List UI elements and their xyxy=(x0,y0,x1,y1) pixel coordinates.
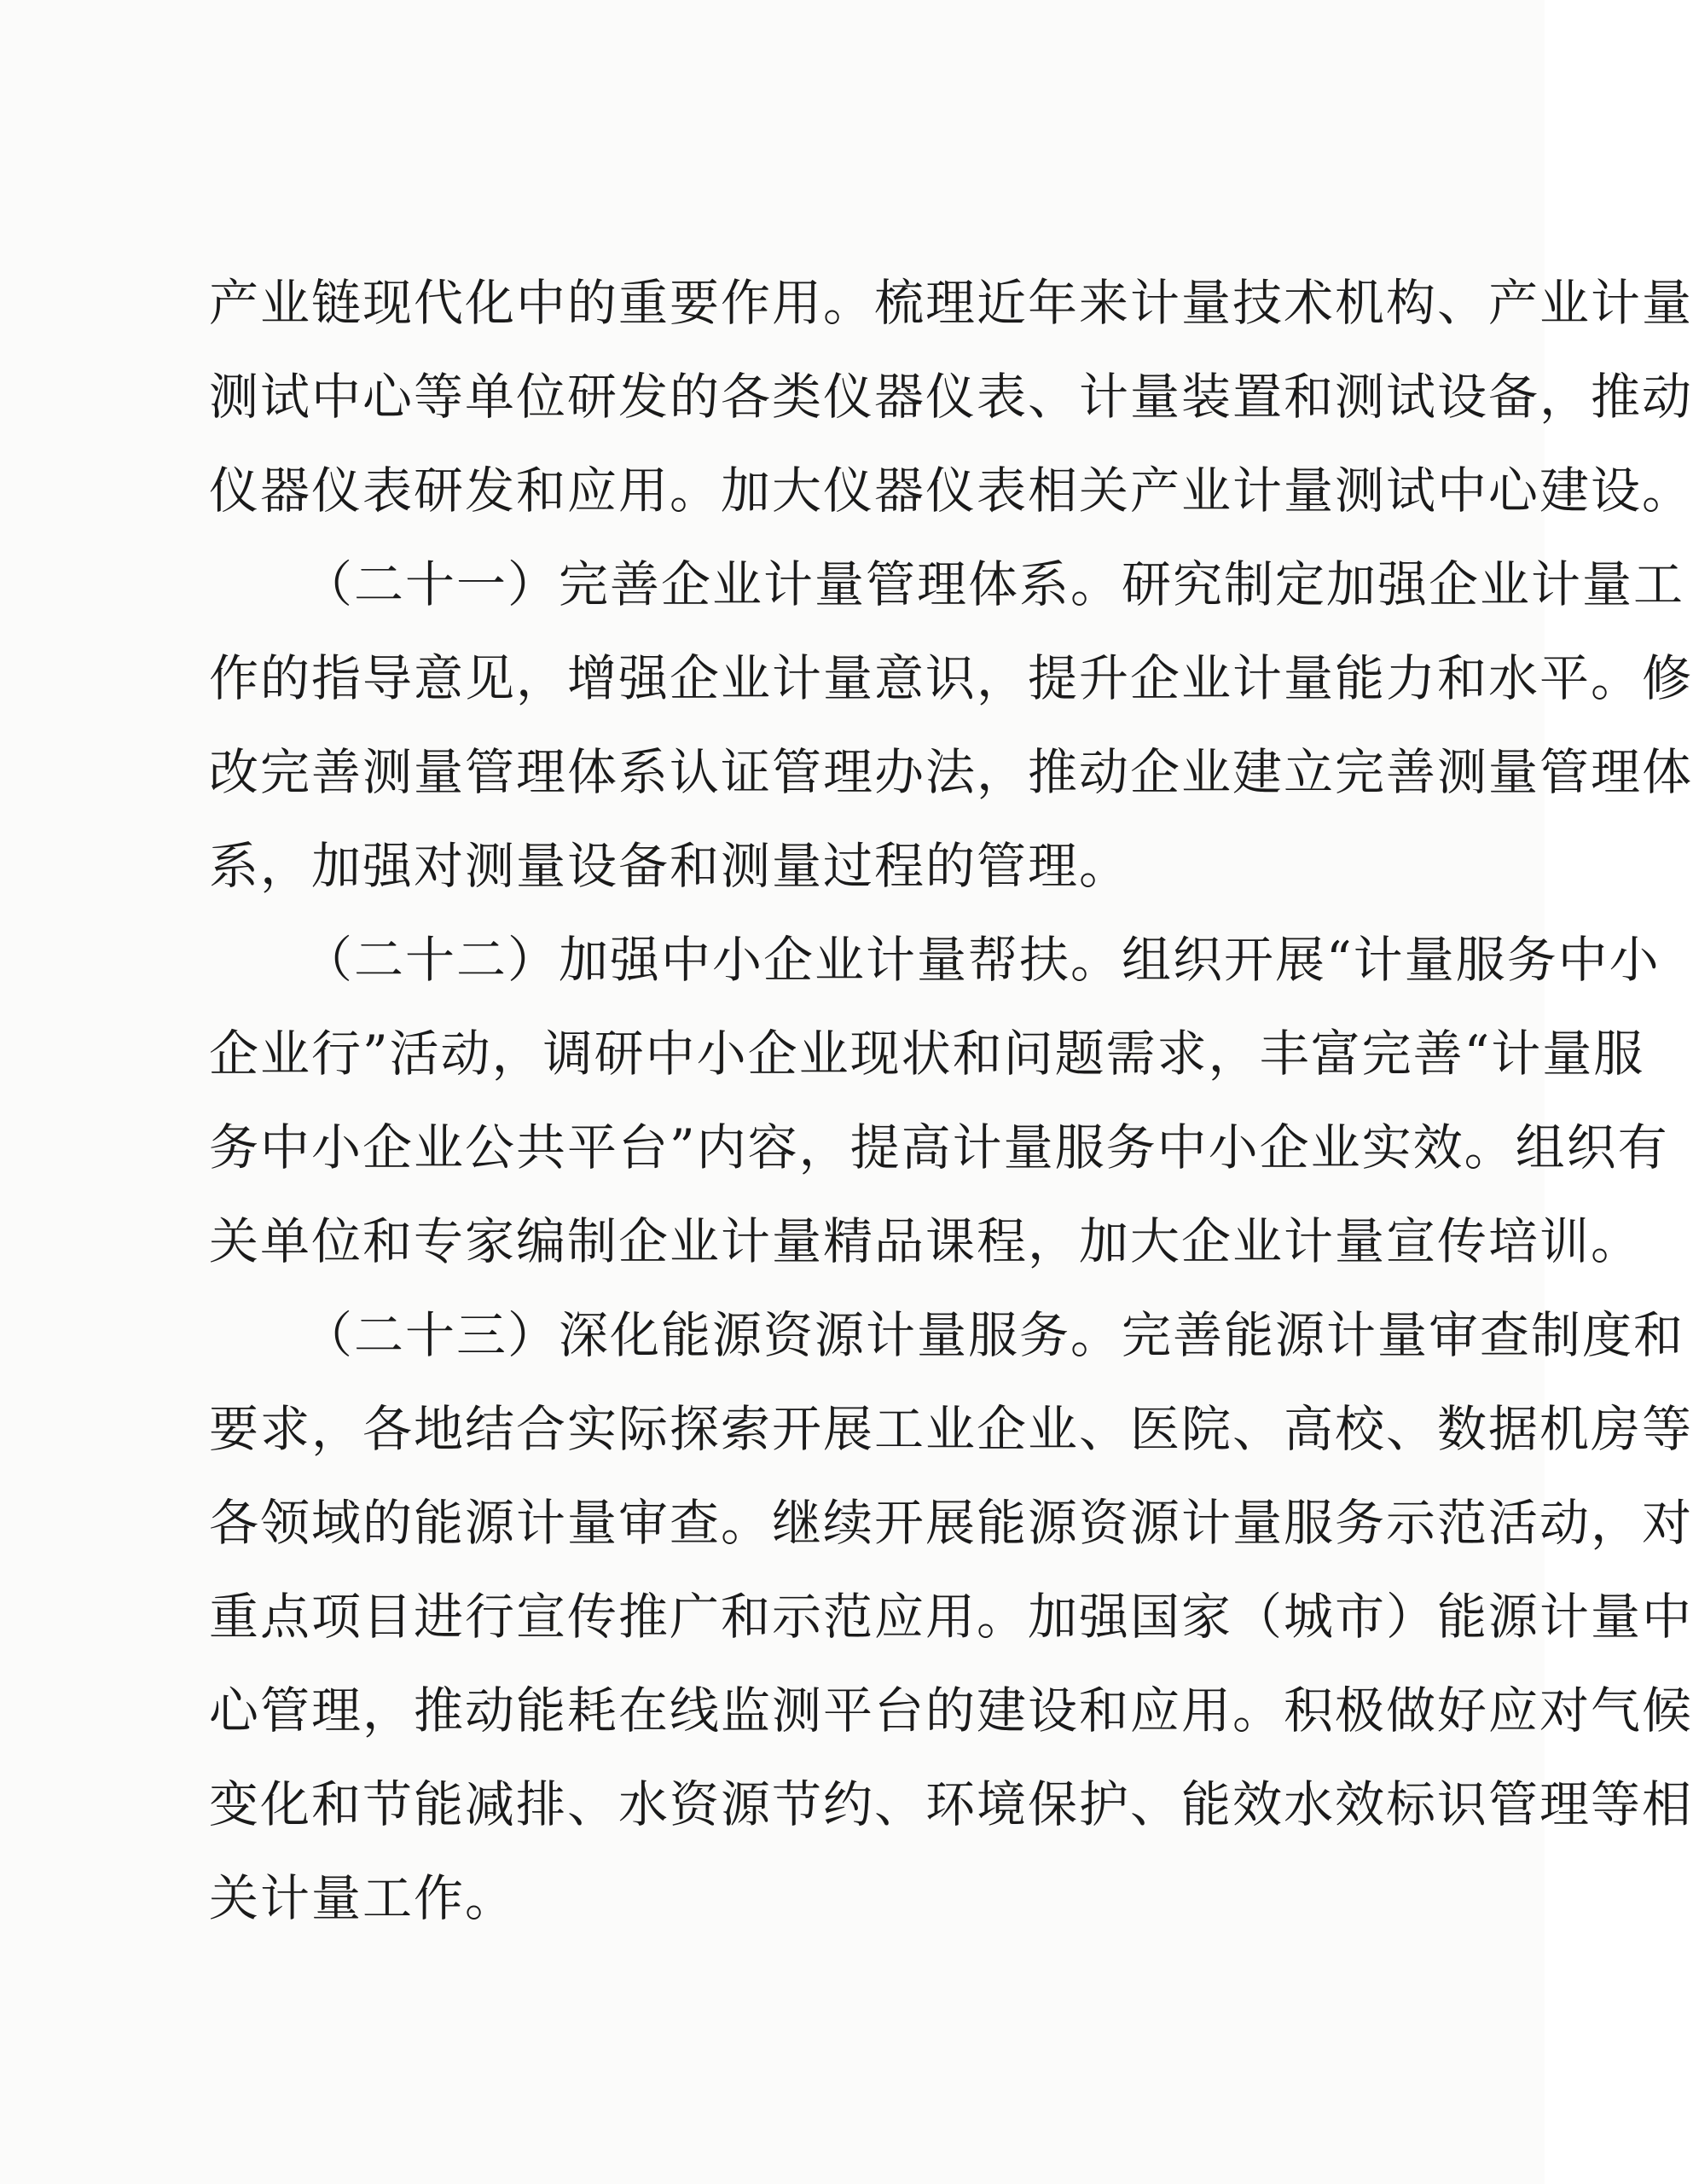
text-line: 系，加强对测量设备和测量过程的管理。 xyxy=(209,837,1131,895)
paragraph-heading-line: （二十一）完善企业计量管理体系。研究制定加强企业计量工 xyxy=(303,555,1685,613)
text-line: 测试中心等单位研发的各类仪器仪表、计量装置和测试设备，推动 xyxy=(209,368,1693,426)
text-line: 关计量工作。 xyxy=(209,1869,517,1927)
text-line: 作的指导意见，增强企业计量意识，提升企业计量能力和水平。修 xyxy=(209,649,1693,707)
text-line: 变化和节能减排、水资源节约、环境保护、能效水效标识管理等相 xyxy=(209,1775,1693,1833)
text-line: 务中小企业公共平台”内容，提高计量服务中小企业实效。组织有 xyxy=(209,1118,1669,1176)
text-line: 要求，各地结合实际探索开展工业企业、医院、高校、数据机房等 xyxy=(209,1400,1693,1458)
paragraph-heading-line: （二十三）深化能源资源计量服务。完善能源计量审查制度和 xyxy=(303,1306,1685,1364)
text-line: 心管理，推动能耗在线监测平台的建设和应用。积极做好应对气候 xyxy=(209,1682,1693,1740)
text-line: 企业行”活动，调研中小企业现状和问题需求，丰富完善“计量服 xyxy=(209,1025,1645,1083)
text-line: 关单位和专家编制企业计量精品课程，加大企业计量宣传培训。 xyxy=(209,1212,1643,1270)
text-line: 改完善测量管理体系认证管理办法，推动企业建立完善测量管理体 xyxy=(209,743,1693,801)
paragraph-heading-line: （二十二）加强中小企业计量帮扶。组织开展“计量服务中小 xyxy=(303,931,1661,989)
text-line: 仪器仪表研发和应用。加大仪器仪表相关产业计量测试中心建设。 xyxy=(209,462,1693,520)
text-line: 重点项目进行宣传推广和示范应用。加强国家（城市）能源计量中 xyxy=(209,1588,1693,1646)
text-line: 产业链现代化中的重要作用。梳理近年来计量技术机构、产业计量 xyxy=(209,274,1693,332)
text-line: 各领域的能源计量审查。继续开展能源资源计量服务示范活动，对 xyxy=(209,1494,1693,1552)
